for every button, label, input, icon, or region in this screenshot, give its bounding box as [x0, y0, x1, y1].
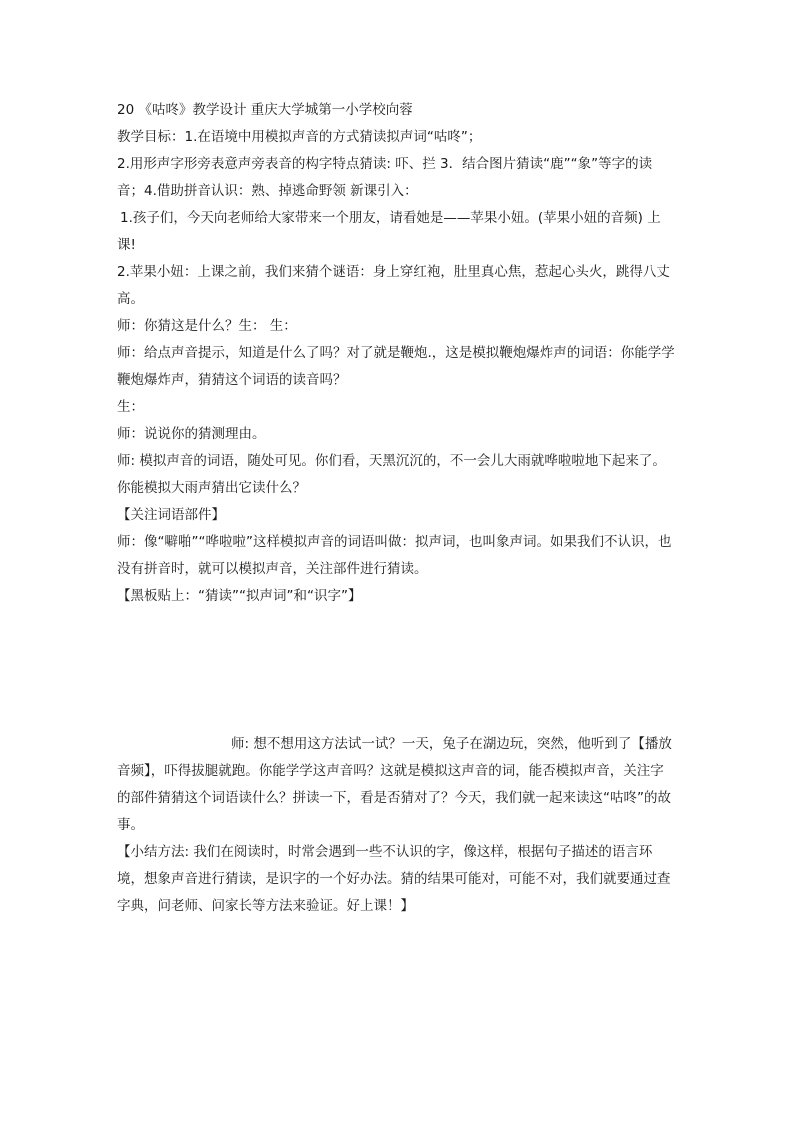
dialog-line-6: 师：像“噼啪”“哗啦啦”这样模拟声音的词语叫做：拟声词，也叫象声词。如果我们不认识，也没有拼音时，就可以模拟声音，关注部件进行猜读。	[117, 534, 672, 577]
dialog-line-4: 师：说说你的猜测理由。	[117, 426, 266, 442]
blackboard-note: 【黑板贴上：“猜读”“拟声词”和“识字”】	[117, 588, 362, 604]
dialog-line-3: 生：	[117, 399, 144, 415]
objectives-paragraph-2: 2.用形声字形旁表意声旁表音的构字特点猜读: 吓、拦 3．结合图片猜读“鹿”“象”等字的读音；4.借助拼音认识：熟、掉逃命野领 新课引入：	[117, 156, 653, 199]
document-title: 20 《咕咚》教学设计 重庆大学城第一小学校向蓉	[117, 102, 413, 118]
dialog-line-7: 师: 想不想用这方法试一试？一天，兔子在湖边玩，突然，他听到了【播放音频】，吓得拔腿就跑。你能学学这声音吗？这就是模拟这声音的词，能否模拟声音，关注字的部件猜猜这个词语读什么？拼读一下，看是否猜对了？今天，我们就一起来读这“咕咚”的故事。	[117, 736, 672, 833]
dialog-line-2: 师：给点声音提示，知道是什么了吗？对了就是鞭炮.，这是模拟鞭炮爆炸声的词语：你能学学鞭炮爆炸声，猜猜这个词语的读音吗？	[117, 345, 675, 388]
dialog-line-5: 师: 模拟声音的词语，随处可见。你们看，天黑沉沉的，不一会儿大雨就哗啦啦地下起来了。你能模拟大雨声猜出它读什么？	[117, 453, 666, 496]
dialog-line-1: 师：你猜这是什么？生： 生：	[117, 318, 297, 334]
blank-space	[117, 610, 677, 731]
intro-paragraph-2: 2.苹果小妞：上课之前，我们来猜个谜语：身上穿红袍，肚里真心焦，惹起心头火，跳得八丈高。	[117, 264, 670, 307]
intro-paragraph-1: 1.孩子们，今天向老师给大家带来一个朋友，请看她是——苹果小妞。(苹果小妞的音频) 上课!	[117, 210, 661, 253]
section-label: 【关注词语部件】	[117, 507, 225, 523]
document-page	[117, 97, 677, 920]
objectives-paragraph-1: 教学目标：1.在语境中用模拟声音的方式猜读拟声词“咕咚”；	[117, 129, 482, 145]
summary-paragraph: 【小结方法: 我们在阅读时，时常会遇到一些不认识的字，像这样，根据句子描述的语言环境，想象声音进行猜读，是识字的一个好办法。猜的结果可能对，可能不对，我们就要通过查字典，问老师、问家长等方法来验证。好上课！】	[117, 844, 671, 914]
